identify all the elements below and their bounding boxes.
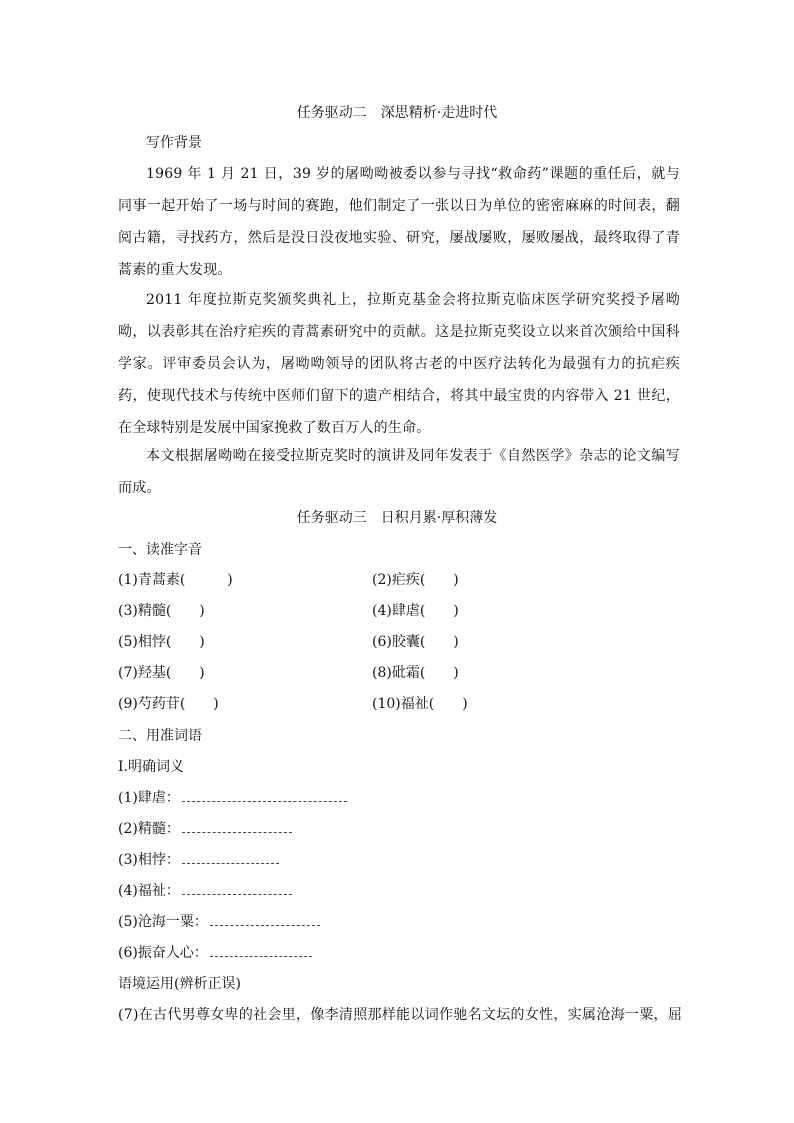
meaning-item	[118, 820, 292, 838]
meaning-item	[118, 944, 312, 962]
background-paragraph-1: 1969 年 1 月 21 日，39 岁的屠呦呦被委以参与寻找“救命药”课题的重任后，就与同事一起开始了一场与时间的赛跑，他们制定了一张以日为单位的密密麻麻的时间表，翻阅古籍，寻找药方，然后是没日没夜地实验、研究，屡战屡败，屡败屡战，最终取得了青蒿素的重大发现。	[118, 166, 680, 278]
answer-blank[interactable]	[210, 944, 312, 957]
part2-heading: 二、用准词语	[118, 728, 202, 744]
pinyin-item: (1)青蒿素( )	[118, 572, 233, 588]
background-paragraph-3: 本文根据屠呦呦在接受拉斯克奖时的演讲及同年发表于《自然医学》杂志的论文编写而成。	[118, 448, 680, 496]
background-heading: 写作背景	[146, 135, 202, 151]
meaning-label: (3)相悖：	[118, 852, 180, 868]
pinyin-item: (9)芍药苷( )	[118, 696, 219, 712]
answer-blank[interactable]	[182, 882, 292, 895]
sub1-heading: Ⅰ.明确词义	[118, 759, 184, 775]
pinyin-item: (2)疟疾( )	[372, 572, 459, 588]
meaning-item	[118, 913, 320, 931]
meaning-item	[118, 851, 279, 869]
pinyin-item: (6)胶囊( )	[372, 634, 459, 650]
meaning-item	[118, 789, 347, 807]
pinyin-item: (7)羟基( )	[118, 665, 205, 681]
meaning-label: (1)肆虐：	[118, 790, 180, 806]
pinyin-item: (10)福祉( )	[372, 696, 468, 712]
context-item-7: (7)在古代男尊女卑的社会里，像李清照那样能以词作驰名文坛的女性，实属沧海一粟，屈	[118, 1007, 683, 1023]
pinyin-item: (4)肆虐( )	[372, 603, 459, 619]
meaning-item	[118, 882, 292, 900]
answer-blank[interactable]	[182, 851, 279, 864]
context-heading: 语境运用(辨析正误)	[118, 976, 241, 992]
answer-blank[interactable]	[182, 820, 292, 833]
pinyin-item: (8)砒霜( )	[372, 665, 459, 681]
meaning-label: (2)精髓：	[118, 821, 180, 837]
answer-blank[interactable]	[210, 913, 320, 926]
meaning-label: (4)福祉：	[118, 883, 180, 899]
pinyin-item: (3)精髓( )	[118, 603, 205, 619]
section3-title: 任务驱动三 日积月累·厚积薄发	[296, 510, 498, 526]
background-paragraph-2: 2011 年度拉斯克奖颁奖典礼上，拉斯克基金会将拉斯克临床医学研究奖授予屠呦呦，以表彰其在治疗疟疾的青蒿素研究中的贡献。这是拉斯克奖设立以来首次颁给中国科学家。评审委员会认为，屠呦呦领导的团队将古老的中医疗法转化为最强有力的抗疟疾药，使现代技术与传统中医师们留下的遗产相结合，将其中最宝贵的内容带入 21 世纪，在全球特别是发展中国家挽救了数百万人的生命。	[118, 292, 680, 436]
section2-title: 任务驱动二 深思精析·走进时代	[296, 105, 498, 121]
answer-blank[interactable]	[182, 789, 347, 802]
pinyin-item: (5)相悖( )	[118, 634, 205, 650]
meaning-label: (5)沧海一粟：	[118, 914, 208, 930]
part1-heading: 一、读准字音	[118, 542, 202, 558]
meaning-label: (6)振奋人心：	[118, 945, 208, 961]
